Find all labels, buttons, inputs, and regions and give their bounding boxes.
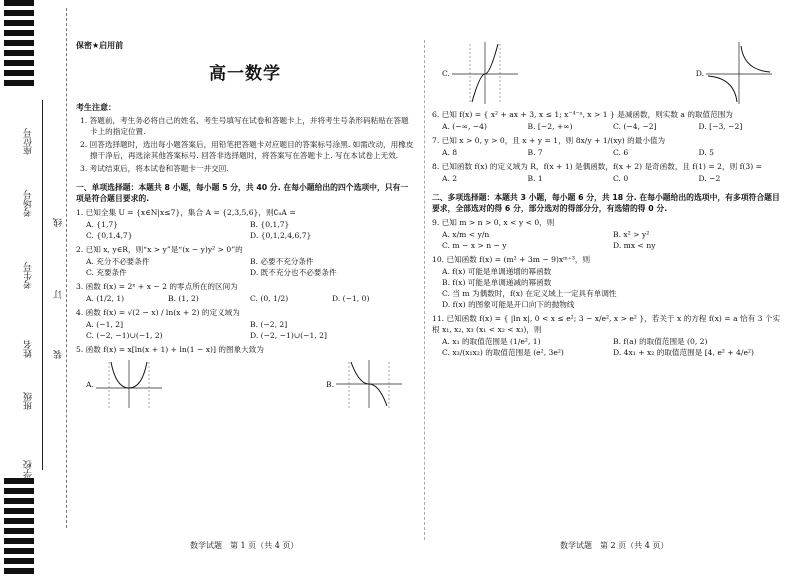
option: B. f(x) 可能是单调递减的幂函数	[442, 278, 552, 287]
option: C. x₃/(x₁x₂) 的取值范围是 (e², 3e²)	[442, 348, 564, 357]
graph-label: D.	[695, 68, 704, 78]
page-1-footer: 数学试题 第 1 页（共 4 页）	[190, 541, 299, 550]
question-3-options	[76, 293, 414, 304]
option: A. 充分不必要条件	[86, 257, 150, 266]
option: C. (0, 1/2)	[250, 294, 289, 303]
graph-a-plot	[94, 358, 164, 410]
option: D. 5	[698, 148, 714, 157]
binding-strip	[0, 0, 62, 579]
class-label: 班级	[24, 392, 34, 410]
graph-label: A.	[86, 379, 94, 389]
seat-number-label: 座位号	[24, 128, 34, 155]
option: B. [−2, +∞)	[527, 122, 573, 131]
option: A. x/m < y/n	[442, 230, 490, 239]
question-9: 9. 已知 m > n > 0, x < y < 0，则	[432, 218, 555, 227]
option: B. (−2, 2]	[250, 320, 288, 329]
option: C. m − x > n − y	[442, 241, 507, 250]
option: D. mx < ny	[613, 241, 656, 250]
question-3: 3. 函数 f(x) = 2ˣ + x − 2 的零点所在的区间为	[76, 282, 238, 291]
option: D. f(x) 的图象可能是开口向下的抛物线	[442, 300, 575, 309]
secret-mark: 保密★启用前	[76, 41, 124, 50]
student-number-label: 考生号	[24, 262, 34, 289]
question-4: 4. 函数 f(x) = √(2 − x) / ln(x + 2) 的定义域为	[76, 308, 240, 317]
option: C. 当 m 为偶数时，f(x) 在定义域上一定具有单调性	[442, 289, 617, 298]
question-8-options	[432, 173, 784, 184]
question-1-options	[76, 219, 414, 241]
section-1-heading: 一、单项选择题：本题共 8 小题，每小题 5 分，共 40 分. 在每小题给出的四个选项中，只有一项是符合题目要求的.	[76, 183, 409, 203]
graph-label: B.	[326, 379, 334, 389]
question-2-options	[76, 256, 414, 278]
section-2-heading: 二、多项选择题：本题共 3 小题，每小题 6 分，共 18 分. 在每小题给出的选项中，有多项符合题目要求，全部选对的得 6 分，部分选对的得部分分，有选错的得 0 分.	[432, 193, 780, 213]
notice-item: 2. 回答选择题时，选出每小题答案后，用铅笔把答题卡对应题目的答案标号涂黑. 如需改动，用橡皮擦干净后，再选涂其他答案标号. 回答非选择题时，将答案写在答题卡上. 写在本试卷上无效.	[80, 140, 414, 160]
option: D. −2	[698, 174, 721, 183]
cut-label-mount: 装	[54, 350, 64, 359]
option: B. x² > y²	[613, 230, 650, 239]
option: B. {0,1,7}	[250, 220, 290, 229]
question-6: 6. 已知 f(x) = { x² + ax + 3, x ≤ 1; x⁻⁴⁻ᵃ, x > 1 } 是减函数，则实数 a 的取值范围为	[432, 110, 733, 119]
option: A. f(x) 可能是单调递增的幂函数	[442, 267, 552, 276]
option: C. {0,1,4,7}	[86, 231, 133, 240]
question-11-options	[432, 336, 784, 358]
question-5: 5. 函数 f(x) = x[ln(x + 1) + ln(1 − x)] 的图象大致为	[76, 345, 264, 354]
graph-d-plot	[704, 40, 774, 106]
graph-option-a	[86, 358, 164, 410]
barcode-top	[4, 0, 34, 90]
barcode-bottom	[4, 478, 34, 578]
option: D. 既不充分也不必要条件	[250, 268, 337, 277]
option: B. f(a) 的取值范围是 (0, 2)	[613, 337, 708, 346]
question-10: 10. 已知函数 f(x) = (m² + 3m − 9)xᵐ⁺³，则	[432, 255, 591, 264]
option: B. 必要不充分条件	[250, 257, 314, 266]
question-7: 7. 已知 x > 0, y > 0，且 x + y = 1，则 8x/y + 1/(xy) 的最小值为	[432, 136, 666, 145]
question-5-graphs-cont	[432, 40, 784, 106]
option: A. 8	[442, 148, 458, 157]
option: A. {1,7}	[86, 220, 119, 229]
question-4-options	[76, 319, 414, 341]
page-2-footer: 数学试题 第 2 页（共 4 页）	[560, 541, 669, 550]
exam-room-label: 考场号	[24, 190, 34, 217]
question-9-options	[432, 229, 784, 251]
graph-b-plot	[334, 358, 404, 410]
option: D. 4x₁ + x₂ 的取值范围是 [4, e² + 4/e²)	[613, 348, 754, 357]
question-7-options	[432, 147, 784, 158]
notice-item: 1. 答题前，考生务必将自己的姓名、考生号填写在试卷和答题卡上，并将考生号条形码粘贴在答题卡上的指定位置.	[80, 116, 409, 136]
option: D. {0,1,2,4,6,7}	[250, 231, 312, 240]
question-5-graphs	[76, 356, 414, 410]
option: A. (−∞, −4)	[442, 122, 487, 131]
option: C. (−2, −1)∪(−1, 2)	[86, 331, 163, 340]
question-10-options	[432, 266, 784, 310]
option: D. (−1, 0)	[332, 294, 370, 303]
notice-header: 考生注意：	[76, 103, 116, 112]
option: B. (1, 2)	[168, 294, 199, 303]
option: A. x₁ 的取值范围是 (1/e², 1)	[442, 337, 541, 346]
option: B. 1	[527, 174, 543, 183]
cut-label-line: 线	[54, 218, 64, 227]
graph-label: C.	[442, 68, 450, 78]
cut-label-bind: 订	[54, 290, 64, 299]
notice-item: 3. 考试结束后，将本试卷和答题卡一并交回.	[80, 164, 229, 173]
option: C. 0	[613, 174, 629, 183]
school-label: 学校	[24, 460, 34, 478]
graph-option-c	[442, 40, 520, 106]
page-2-column	[432, 40, 784, 358]
question-8: 8. 已知函数 f(x) 的定义域为 R，f(x + 1) 是偶函数，f(x + 2) 是奇函数，且 f(1) = 2，则 f(3) =	[432, 162, 762, 171]
option: A. (−1, 2]	[86, 320, 124, 329]
graph-option-b	[326, 358, 404, 410]
option: C. 6	[613, 148, 629, 157]
option: D. [−3, −2]	[698, 122, 743, 131]
exam-title: 高一数学	[209, 64, 281, 84]
question-2: 2. 已知 x, y∈R，则“x > y”是“(x − y)y² > 0”的	[76, 245, 243, 254]
graph-c-plot	[450, 40, 520, 106]
question-1: 1. 已知全集 U = {x∈N|x≤7}，集合 A = {2,3,5,6}，则∁ᵤA =	[76, 208, 296, 217]
option: C. (−4, −2]	[613, 122, 657, 131]
graph-option-d	[696, 40, 774, 106]
name-label: 姓名	[24, 340, 34, 358]
question-6-options	[432, 121, 784, 132]
option: A. 2	[442, 174, 458, 183]
option: B. 7	[527, 148, 543, 157]
option: A. (1/2, 1)	[86, 294, 125, 303]
question-11: 11. 已知函数 f(x) = { |ln x|, 0 < x ≤ e²; 3 − x/e², x > e² }，若关于 x 的方程 f(x) = a 恰有 3 个实根 x₁, x₂, x₃ (x₁ < x₂ < x₃)，则	[432, 314, 781, 334]
page-1-column	[76, 40, 414, 410]
option: C. 充要条件	[86, 268, 127, 277]
option: D. (−2, −1)∪(−1, 2]	[250, 331, 327, 340]
